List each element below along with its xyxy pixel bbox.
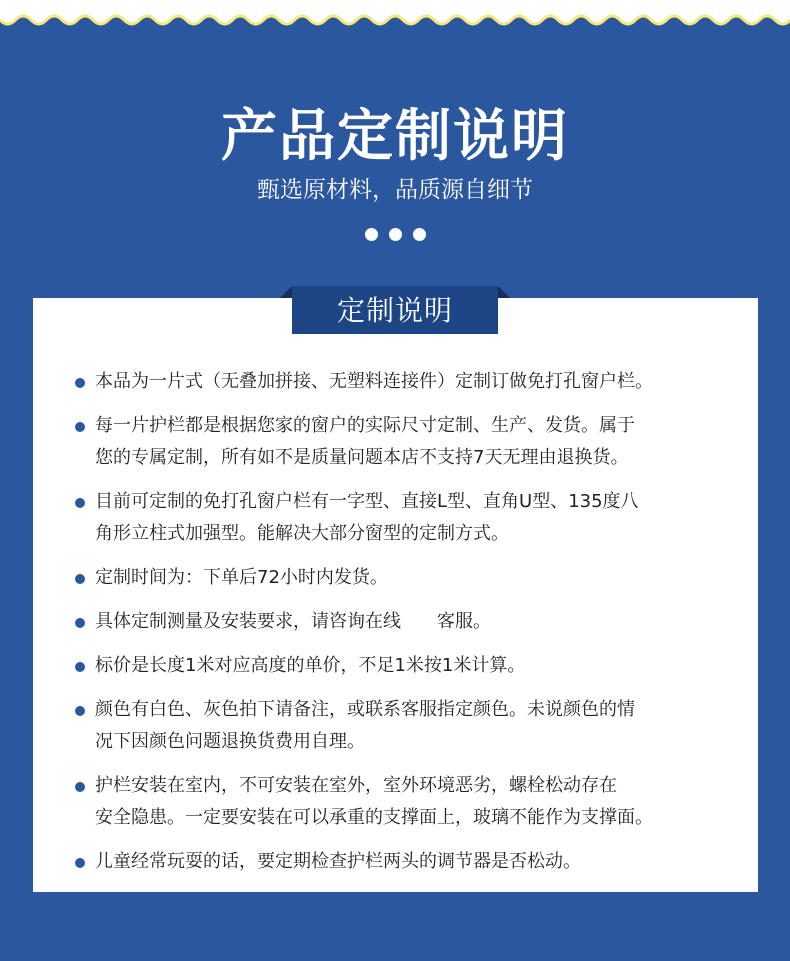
ribbon-fold-left	[280, 286, 292, 298]
list-item	[33, 770, 758, 834]
note-text: 护栏安装在室内，不可安装在室外，室外环境恶劣，螺栓松动存在 安全隐患。一定要安装在可以承重的支撑面上，玻璃不能作为支撑面。	[95, 775, 653, 828]
note-text: 本品为一片式（无叠加拼接、无塑料连接件）定制订做免打孔窗户栏。	[95, 371, 653, 392]
customization-notes	[33, 366, 758, 890]
list-item	[33, 486, 758, 550]
note-text: 标价是长度1米对应高度的单价，不足1米按1米计算。	[95, 655, 526, 676]
bullet-icon	[75, 422, 85, 432]
note-text: 目前可定制的免打孔窗户栏有一字型、直接L型、直角U型、135度八 角形立柱式加强型。能解决大部分窗型的定制方式。	[95, 491, 639, 544]
dot-icon	[365, 228, 378, 241]
list-item	[33, 366, 758, 398]
scalloped-top-border	[0, 0, 790, 40]
list-item	[33, 562, 758, 594]
dot-icon	[389, 228, 402, 241]
list-item	[33, 650, 758, 682]
section-tab: 定制说明	[292, 286, 498, 334]
bullet-icon	[75, 782, 85, 792]
note-text: 儿童经常玩耍的话，要定期检查护栏两头的调节器是否松动。	[95, 851, 581, 872]
list-item	[33, 606, 758, 638]
dot-icon	[413, 228, 426, 241]
bullet-icon	[75, 662, 85, 672]
ribbon-fold-right	[498, 286, 510, 298]
list-item	[33, 694, 758, 758]
note-text: 每一片护栏都是根据您家的窗户的实际尺寸定制、生产、发货。属于 您的专属定制，所有如不是质量问题本店不支持7天无理由退换货。	[95, 415, 635, 468]
decorative-dots	[0, 228, 790, 241]
note-text: 颜色有白色、灰色拍下请备注，或联系客服指定颜色。未说颜色的情 况下因颜色问题退换货费用自理。	[95, 699, 635, 752]
bullet-icon	[75, 858, 85, 868]
list-item	[33, 410, 758, 474]
bullet-icon	[75, 706, 85, 716]
bullet-icon	[75, 618, 85, 628]
page-subtitle: 甄选原材料，品质源自细节	[257, 177, 533, 203]
note-text: 具体定制测量及安装要求，请咨询在线 客服。	[95, 611, 491, 632]
page-title: 产品定制说明	[221, 104, 569, 169]
bullet-icon	[75, 498, 85, 508]
bullet-icon	[75, 378, 85, 388]
note-text: 定制时间为：下单后72小时内发货。	[95, 567, 388, 588]
bullet-icon	[75, 574, 85, 584]
list-item	[33, 846, 758, 878]
